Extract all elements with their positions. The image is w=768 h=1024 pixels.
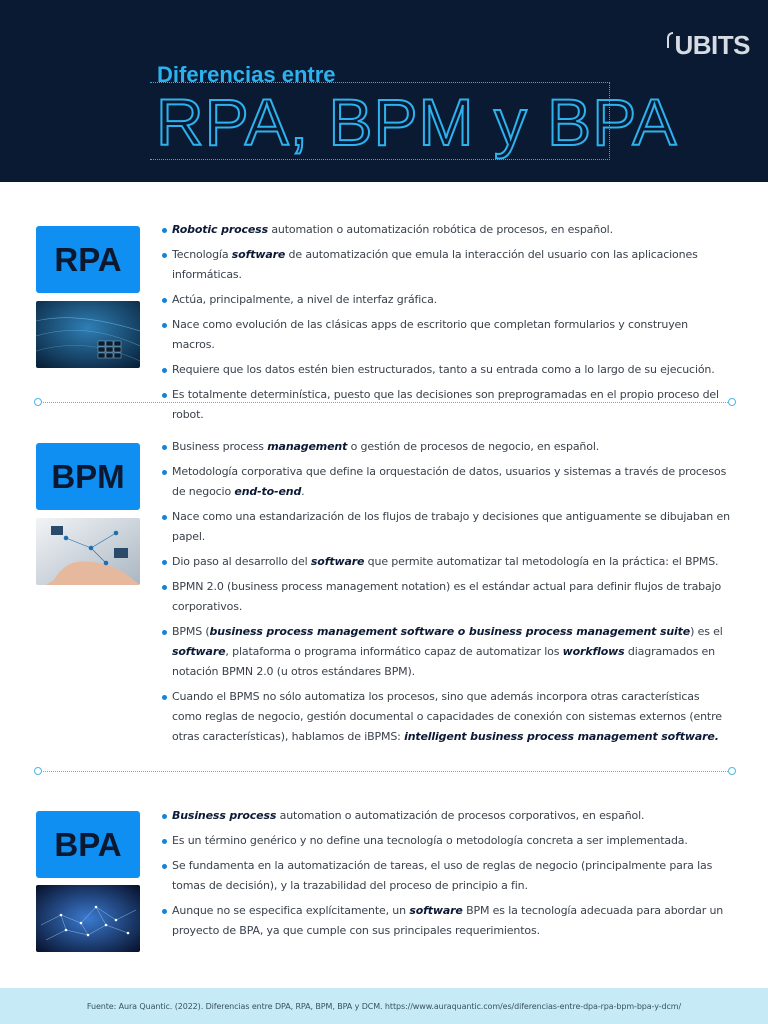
list-item: Es un término genérico y no define una tecnología o metodología concreta a ser implementada. [162, 831, 732, 851]
page-title: RPA, BPM y BPA [156, 85, 678, 159]
bpa-bullet-list [162, 806, 732, 946]
section-label-bpm: BPM [36, 443, 140, 510]
section-label-bpa: BPA [36, 811, 140, 878]
source-footer [0, 988, 768, 1024]
header-banner [0, 0, 768, 182]
logo-text: UBITS [674, 30, 750, 60]
rpa-keyboard-image [36, 301, 140, 368]
source-citation: Fuente: Aura Quantic. (2022). Diferencias entre DPA, RPA, BPM, BPA y DCM. https://www.auraquantic.com/es/diferencias-entre-dpa-rpa-bpm-bpa-y-dcm/ [86, 1001, 682, 1011]
bpm-bullet-list [162, 437, 732, 752]
list-item: Business process management o gestión de procesos de negocio, en español. [162, 437, 732, 457]
ubits-logo [667, 30, 751, 61]
section-divider [38, 771, 732, 772]
list-item: Nace como una estandarización de los flujos de trabajo y decisiones que antiguamente se dibujaban en papel. [162, 507, 732, 547]
bpm-hand-network-image [36, 518, 140, 585]
list-item: Dio paso al desarrollo del software que permite automatizar tal metodología en la práctica: el BPMS. [162, 552, 732, 572]
list-item: Tecnología software de automatización que emula la interacción del usuario con las aplicaciones informáticas. [162, 245, 732, 285]
list-item: Se fundamenta en la automatización de tareas, el uso de reglas de negocio (principalmente para las tomas de decisión), y la trazabilidad del proceso de principio a fin. [162, 856, 732, 896]
list-item: Business process automation o automatización de procesos corporativos, en español. [162, 806, 732, 826]
logo-mark-icon [667, 32, 673, 48]
bpa-network-image [36, 885, 140, 952]
list-item: Actúa, principalmente, a nivel de interfaz gráfica. [162, 290, 732, 310]
page-subtitle: Diferencias entre [157, 62, 336, 87]
list-item: BPMN 2.0 (business process management notation) es el estándar actual para definir flujos de trabajo corporativos. [162, 577, 732, 617]
rpa-bullet-list [162, 220, 732, 430]
list-item: BPMS (business process management software o business process management suite) es el software, plataforma o programa informático capaz de automatizar los workflows diagramados en notación BPMN 2.0 (u otros estándares BPM). [162, 622, 732, 682]
list-item: Cuando el BPMS no sólo automatiza los procesos, sino que además incorpora otras características como reglas de negocio, gestión documental o capacidades de conexión con sistemas externos (entre otras características), hablamos de iBPMS: intelligent business process management software. [162, 687, 732, 747]
section-divider [38, 402, 732, 403]
section-label-rpa: RPA [36, 226, 140, 293]
list-item: Aunque no se especifica explícitamente, un software BPM es la tecnología adecuada para abordar un proyecto de BPA, ya que cumple con sus principales requerimientos. [162, 901, 732, 941]
list-item: Requiere que los datos estén bien estructurados, tanto a su entrada como a lo largo de su ejecución. [162, 360, 732, 380]
list-item: Metodología corporativa que define la orquestación de datos, usuarios y sistemas a través de procesos de negocio end-to-end. [162, 462, 732, 502]
list-item: Es totalmente determinística, puesto que las decisiones son preprogramadas en el propio proceso del robot. [162, 385, 732, 425]
list-item: Robotic process automation o automatización robótica de procesos, en español. [162, 220, 732, 240]
list-item: Nace como evolución de las clásicas apps de escritorio que completan formularios y construyen macros. [162, 315, 732, 355]
